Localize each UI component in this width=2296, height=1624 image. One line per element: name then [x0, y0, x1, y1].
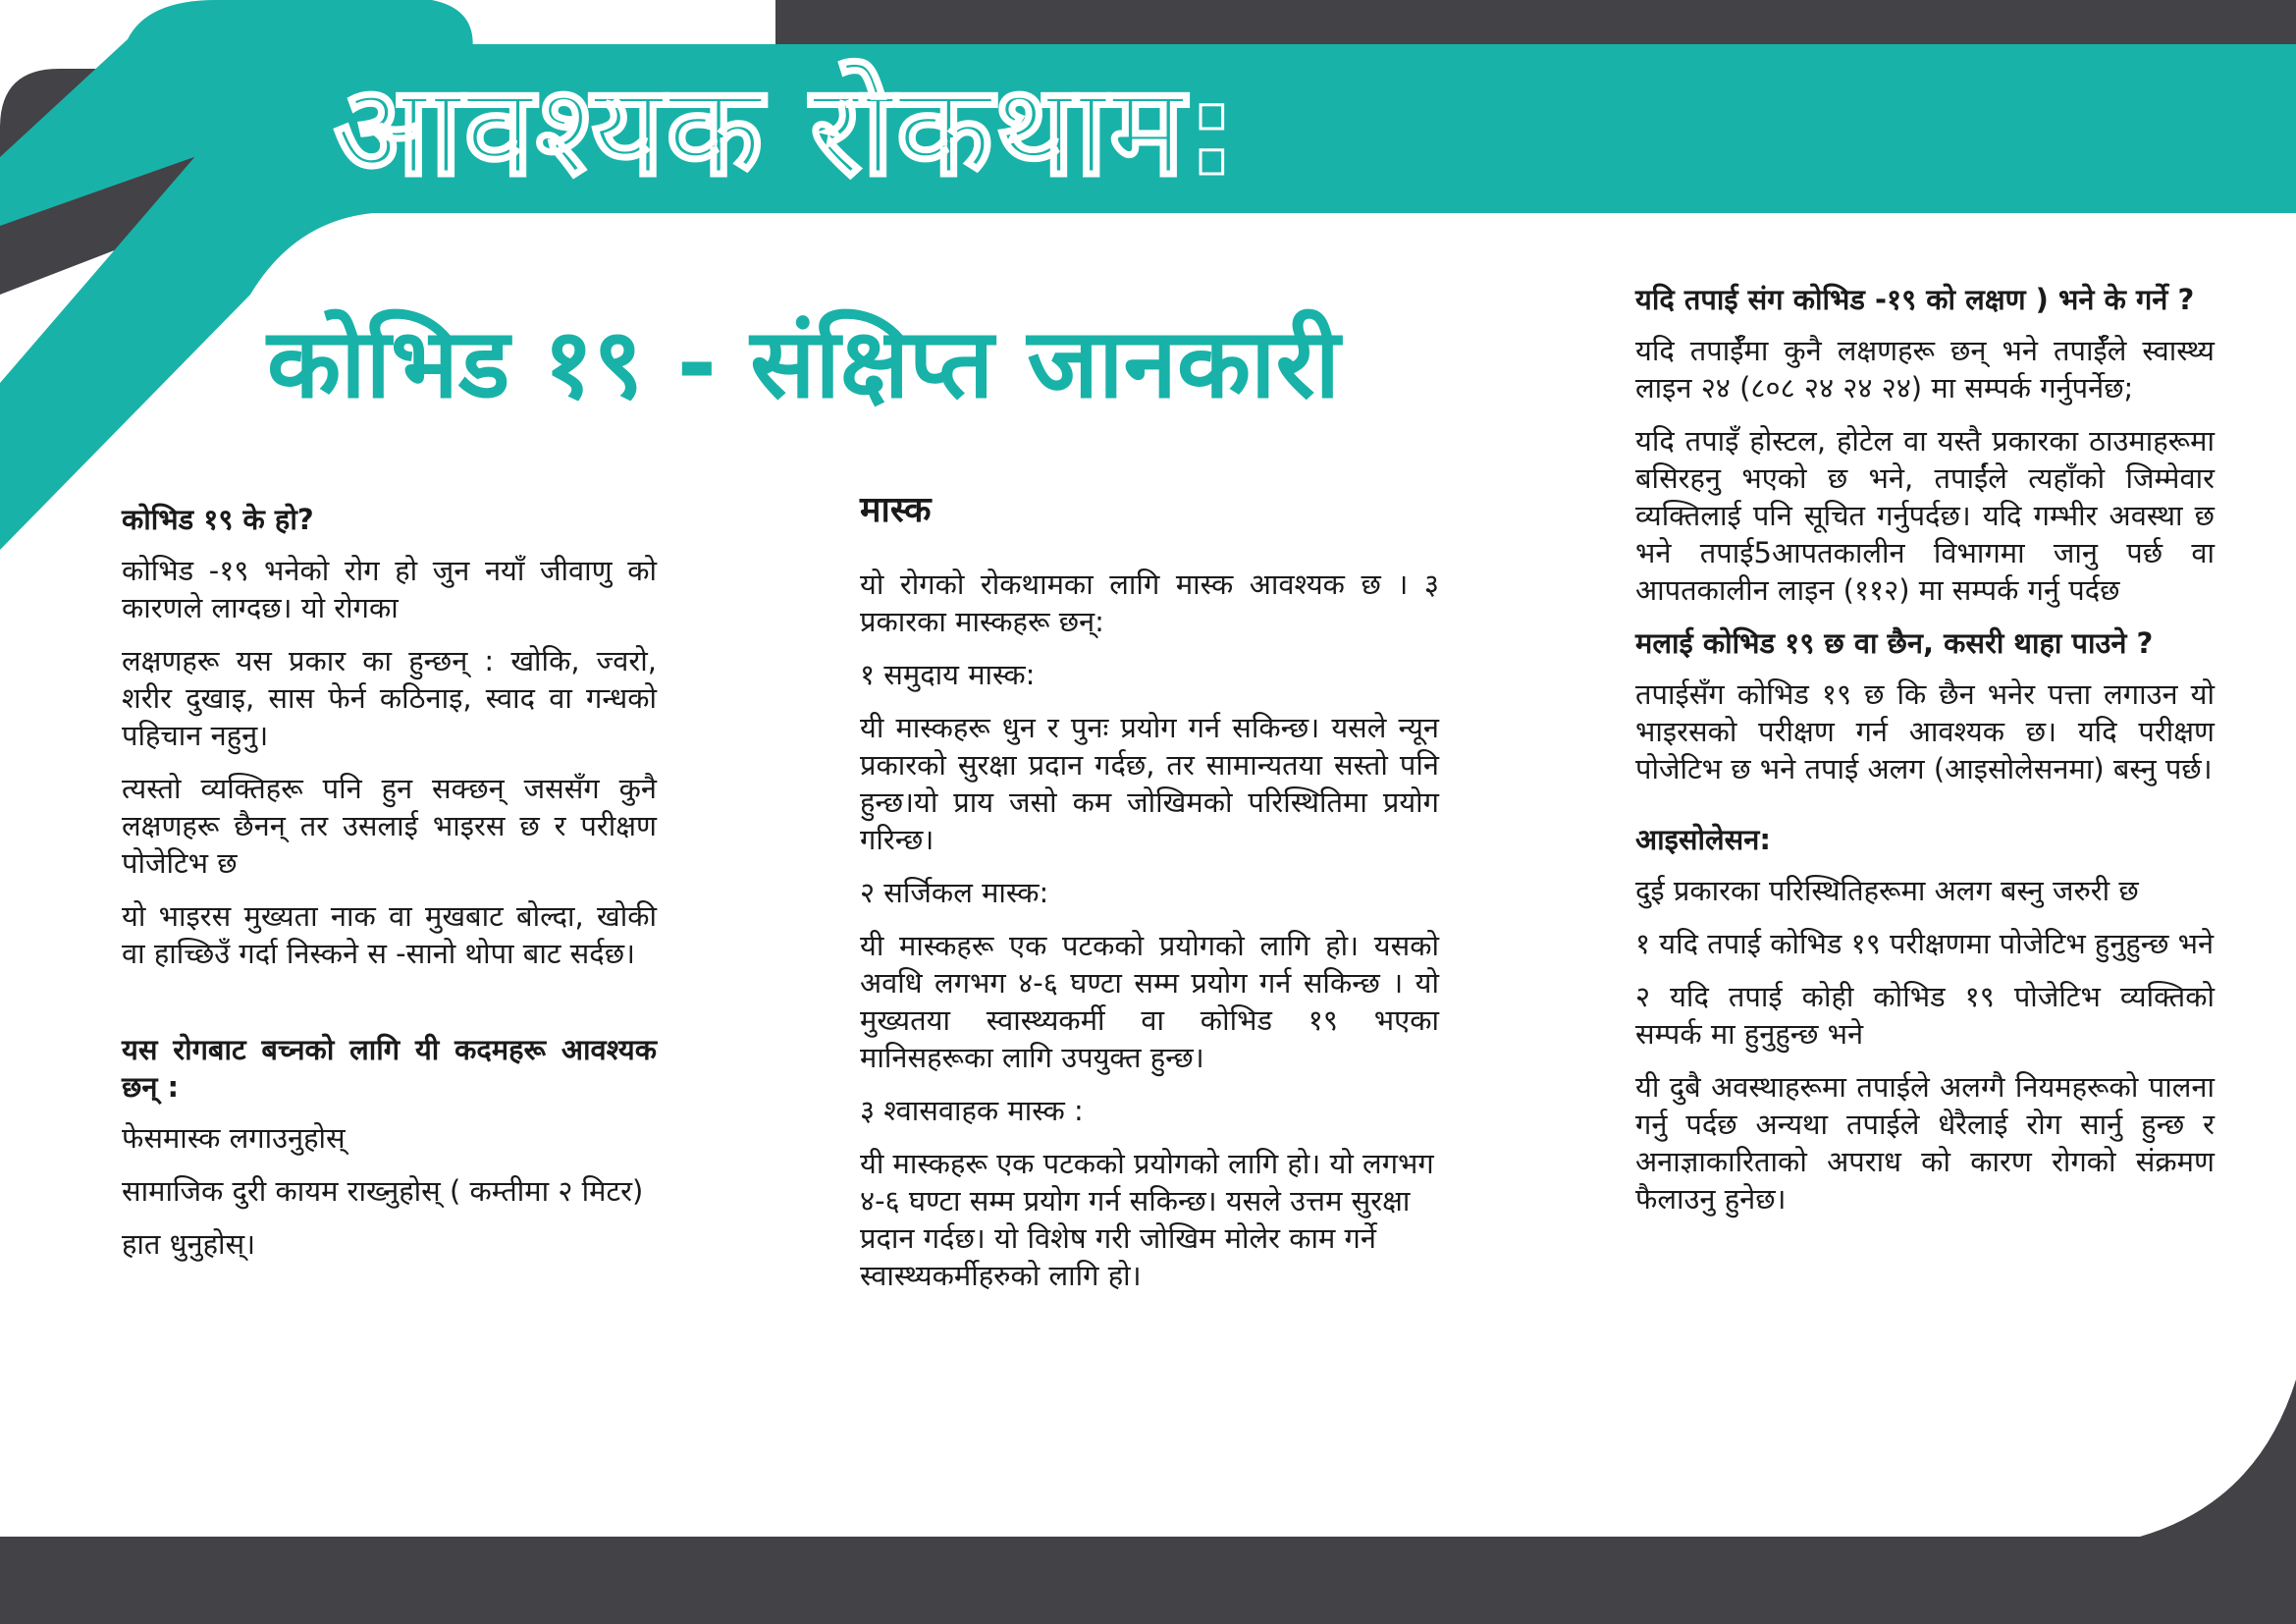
testing-paragraph: तपाईसँग कोभिड १९ छ कि छैन भनेर पत्ता लगाउन यो भाइरसको परीक्षण गर्न आवश्यक छ। यदि परीक्षण पोजेटिभ छ भने तपाई अलग (आइसोलेसनमा) बस्नु पर्छ।: [1635, 677, 2215, 785]
health-line-paragraph: यदि तपाईँमा कुनै लक्षणहरू छन् भने तपाईँले स्वास्थ्य लाइन २४ (८०८ २४ २४ २४) मा सम्पर्क गर्नुपर्नेछ;: [1635, 334, 2215, 405]
what-is-heading: कोभिड १९ के हो?: [122, 503, 314, 536]
surgical-mask-text: यी मास्कहरू एक पटकको प्रयोगको लागि हो। यसको अवधि लगभग ४-६ घण्टा सम्म प्रयोग गर्न सकिन्छ । यो मुख्यतया स्वास्थ्यकर्मी वा कोभिड १९ भएका मानिसहरूका लागि उपयुक्त हुन्छ।: [860, 929, 1439, 1074]
step-handwash: हात धुनुहोस्।: [122, 1227, 256, 1261]
mask-heading: मास्क: [860, 490, 932, 530]
header-title: आवश्यक रोकथाम:: [334, 58, 1239, 204]
isolation-case-1: १ यदि तपाई कोभिड १९ परीक्षणमा पोजेटिभ हुनुहुन्छ भने: [1635, 927, 2215, 960]
column-masks: [860, 489, 1439, 1310]
isolation-case-2: २ यदि तपाई कोही कोभिड १९ पोजेटिभ व्यक्तिको सम्पर्क मा हुनुहुन्छ भने: [1635, 980, 2215, 1051]
isolation-intro: दुई प्रकारका परिस्थितिहरूमा अलग बस्नु जरुरी छ: [1635, 874, 2139, 907]
isolation-rules-paragraph: यी दुबै अवस्थाहरूमा तपाईले अलग्गै नियमहरूको पालना गर्नु पर्दछ अन्यथा तपाईले धेरैलाई रोग सार्नु हुन्छ र अनाज्ञाकारिताको अपराध को कारण रोगको संक्रमण फैलाउनु हुनेछ।: [1635, 1070, 2215, 1216]
asymptomatic-paragraph: त्यस्तो व्यक्तिहरू पनि हुन सक्छन् जससँग कुनै लक्षणहरू छैनन् तर उसलाई भाइरस छ र परीक्षण पोजेटिभ छ: [122, 772, 657, 880]
community-mask-text: यी मास्कहरू धुन र पुनः प्रयोग गर्न सकिन्छ। यसले न्यून प्रकारको सुरक्षा प्रदान गर्दछ, तर सामान्यतया सस्तो पनि हुन्छ।यो प्राय जसो कम जोखिमको परिस्थितिमा प्रयोग गरिन्छ।: [860, 711, 1439, 856]
symptoms-action-heading: यदि तपाई संग कोभिड -१९ को लक्षण ) भने के गर्ने ?: [1635, 283, 2195, 316]
corner-dark: [2140, 1380, 2296, 1537]
prevention-heading: यस रोगबाट बच्नको लागि यी कदमहरू आवश्यक छन् :: [122, 1033, 657, 1104]
top-dark-bar: [775, 0, 2296, 44]
transmission-paragraph: यो भाइरस मुख्यता नाक वा मुखबाट बोल्दा, खोकी वा हाच्छिउँ गर्दा निस्कने स -सानो थोपा बाट सर्दछ।: [122, 899, 657, 970]
mask-intro: यो रोगको रोकथामका लागि मास्क आवश्यक छ । ३ प्रकारका मास्कहरू छन्:: [860, 568, 1439, 638]
page-title: कोभिड १९ - संक्षिप्त जानकारी: [267, 308, 1340, 420]
step-distance: सामाजिक दुरी कायम राख्नुहोस् ( कम्तीमा २ मिटर): [122, 1174, 644, 1208]
respirator-mask-text: यी मास्कहरू एक पटकको प्रयोगको लागि हो। यो लगभग ४-६ घण्टा सम्म प्रयोग गर्न सकिन्छ। यसले उत्तम सुरक्षा प्रदान गर्दछ। यो विशेष गरी जोखिम मोलेर काम गर्ने स्वास्थ्यकर्मीहरुको लागि हो।: [860, 1147, 1434, 1292]
column-symptoms-isolation: [1635, 281, 2215, 1233]
step-facemask: फेसमास्क लगाउनुहोस्: [122, 1121, 346, 1155]
testing-heading: मलाई कोभिड १९ छ वा छैन, कसरी थाहा पाउने ?: [1635, 626, 2154, 660]
what-is-paragraph-1: कोभिड -१९ भनेको रोग हो जुन नयाँ जीवाणु को कारणले लाग्दछ। यो रोगका: [122, 554, 657, 624]
bottom-dark-bar: [0, 1537, 2296, 1624]
community-mask-title: १ समुदाय मास्क:: [860, 658, 1036, 691]
hostel-paragraph: यदि तपाइँ होस्टल, होटेल वा यस्तै प्रकारका ठाउमाहरूमा बसिरहनु भएको छ भने, तपाईंले त्यहाँको जिम्मेवार व्यक्तिलाई पनि सूचित गर्नुपर्दछ। यदि गम्भीर अवस्था छ भने तपाई5आपतकालीन विभागमा जानु पर्छ वा आपतकालीन लाइन (११२) मा सम्पर्क गर्नु पर्दछ: [1635, 424, 2215, 607]
isolation-heading: आइसोलेसन:: [1635, 823, 1771, 856]
respirator-mask-title: ३ श्वासवाहक मास्क :: [860, 1094, 1084, 1127]
symptoms-paragraph: लक्षणहरू यस प्रकार का हुन्छन् : खोकि, ज्वरो, शरीर दुखाइ, सास फेर्न कठिनाइ, स्वाद वा गन्धको पहिचान नहुनु।: [122, 644, 657, 752]
surgical-mask-title: २ सर्जिकल मास्क:: [860, 876, 1049, 909]
column-what-is-covid: [122, 501, 657, 1278]
